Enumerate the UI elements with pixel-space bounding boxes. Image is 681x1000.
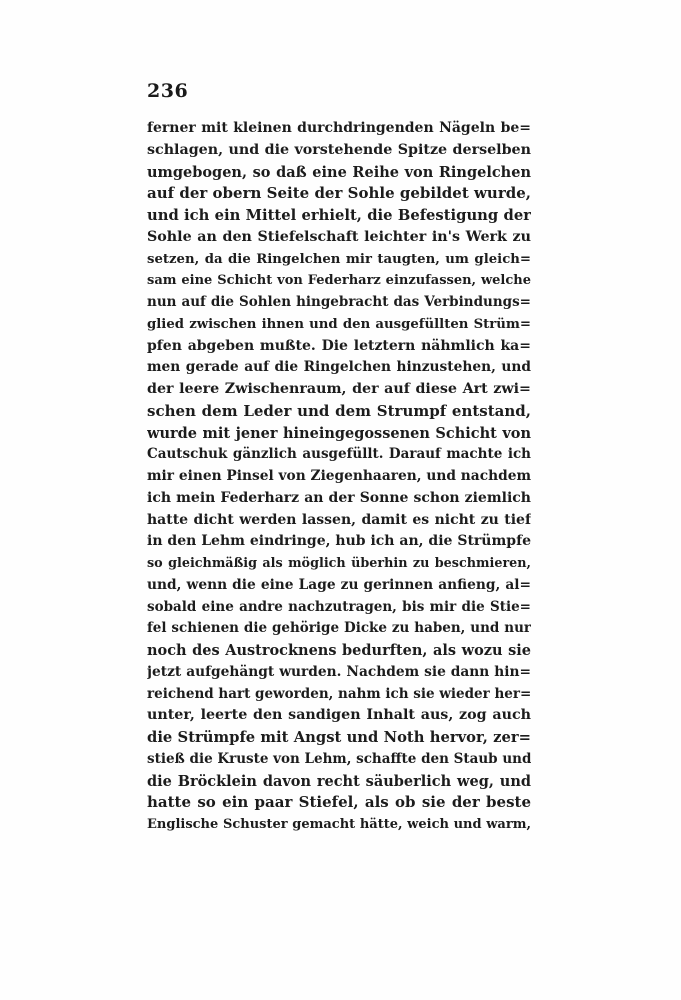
text-line: ich mein Federharz an der Sonne schon ziemlich [147, 489, 531, 506]
text-line: und, wenn die eine Lage zu gerinnen anfieng, al= [147, 576, 531, 593]
text-line: hatte dicht werden lassen, damit es nicht zu tief [147, 511, 531, 528]
text-line: glied zwischen ihnen und den ausgefüllten Strüm= [147, 316, 531, 332]
text-line: die Bröcklein davon recht säuberlich weg, und [147, 772, 531, 790]
text-line: jetzt aufgehängt wurden. Nachdem sie dann hin= [147, 663, 531, 680]
text-line: die Strümpfe mit Angst und Noth hervor, zer= [147, 729, 531, 746]
text-line: und ich ein Mittel erhielt, die Befestigung der [147, 207, 531, 224]
text-line: schen dem Leder und dem Strumpf entstand, [147, 401, 531, 420]
text-line: hatte so ein paar Stiefel, als ob sie der beste [147, 793, 531, 812]
text-line: sam eine Schicht von Federharz einzufassen, welche [147, 273, 531, 289]
text-line: sobald eine andre nachzutragen, bis mir die Stie= [147, 598, 531, 615]
text-line: so gleichmäßig als möglich überhin zu beschmieren, [147, 556, 531, 571]
text-line: ferner mit kleinen durchdringenden Nägeln be= [147, 120, 531, 136]
text-line: men gerade auf die Ringelchen hinzustehen, und [147, 359, 531, 376]
text-line: Sohle an den Stiefelschaft leichter in's Werk zu [147, 228, 531, 245]
text-line: auf der obern Seite der Sohle gebildet wurde, [147, 184, 531, 203]
text-line: unter, leerte den sandigen Inhalt aus, zog auch [147, 707, 531, 724]
text-line: stieß die Kruste von Lehm, schaffte den Staub und [147, 750, 531, 767]
text-line: fel schienen die gehörige Dicke zu haben, und nur [147, 620, 531, 637]
text-line: setzen, da die Ringelchen mir taugten, um gleich= [147, 251, 531, 267]
text-line: pfen abgeben mußte. Die letztern nähmlich ka= [147, 337, 531, 354]
text-line: schlagen, und die vorstehende Spitze derselben [147, 141, 531, 158]
text-line: in den Lehm eindringe, hub ich an, die Strümpfe [147, 533, 531, 550]
text-line: Englische Schuster gemacht hätte, weich und warm, [147, 817, 531, 832]
body-text [147, 118, 531, 836]
text-line: wurde mit jener hineingegossenen Schicht von [147, 424, 531, 442]
text-line: der leere Zwischenraum, der auf diese Art zwi= [147, 381, 531, 397]
text-line: reichend hart geworden, nahm ich sie wieder her= [147, 685, 531, 702]
text-line: Cautschuk gänzlich ausgefüllt. Darauf machte ich [147, 446, 531, 463]
text-line: noch des Austrocknens bedurften, als wozu sie [147, 642, 531, 659]
text-line: nun auf die Sohlen hingebracht das Verbindungs= [147, 294, 531, 310]
page-number: 236 [147, 80, 189, 102]
text-line: umgebogen, so daß eine Reihe von Ringelchen [147, 163, 531, 181]
text-line: mir einen Pinsel von Ziegenhaaren, und nachdem [147, 468, 531, 484]
